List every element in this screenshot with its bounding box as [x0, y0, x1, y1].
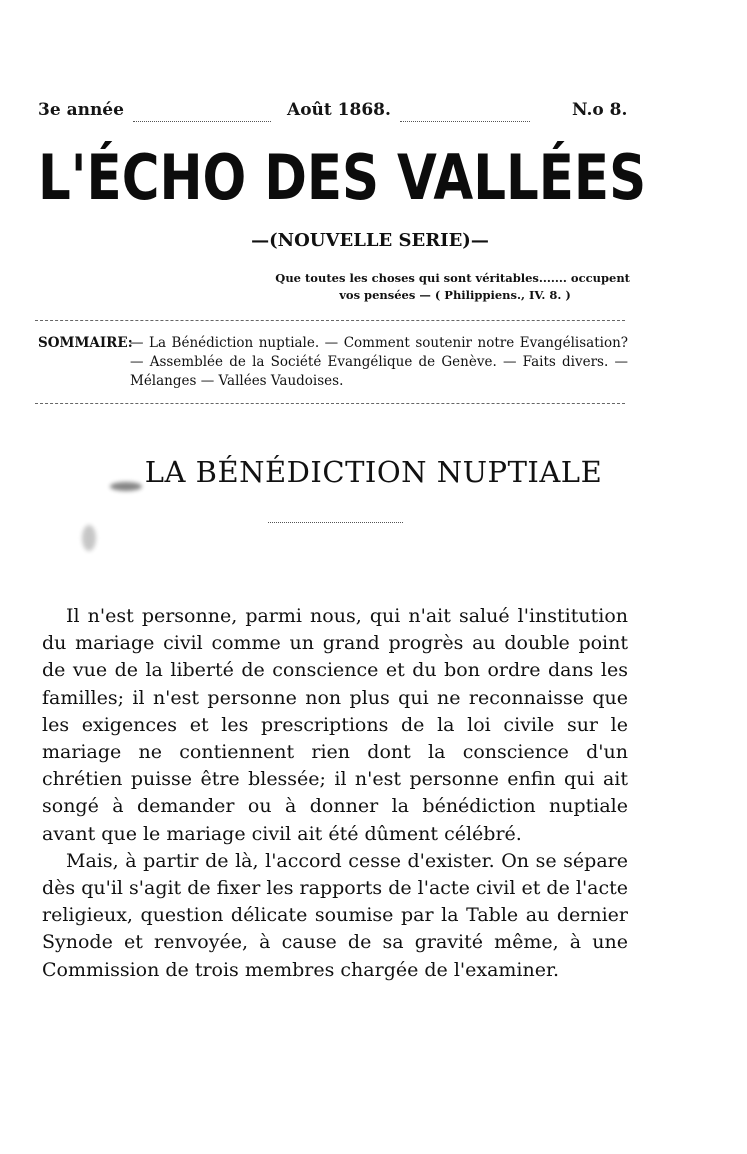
title-ornament: [268, 522, 403, 523]
bottom-divider: [35, 403, 625, 404]
top-divider: [35, 320, 625, 321]
epigraph-line-1: Que toutes les choses qui sont véritables....... occupent: [275, 271, 630, 285]
epigraph: [250, 270, 630, 304]
article-title: LA BÉNÉDICTION NUPTIALE: [144, 455, 603, 489]
ink-smudge: [82, 525, 96, 551]
epigraph-line-2: vos pensées — ( Philippiens., IV. 8. ): [339, 288, 571, 302]
header-ornament-right: [400, 118, 530, 122]
issue-number: N.o 8.: [572, 100, 628, 120]
sommaire-text: — La Bénédiction nuptiale. — Comment soutenir notre Evangélisation? — Assemblée de la Société Evangélique de Genève. — Faits divers. — Mélanges — Vallées Vaudoises.: [130, 335, 628, 389]
sommaire-block: [38, 334, 628, 391]
article-body: [42, 603, 628, 984]
series-subtitle: —(NOUVELLE SERIE)—: [251, 230, 489, 251]
header-ornament-left: [133, 118, 271, 122]
article-paragraph: Il n'est personne, parmi nous, qui n'ait salué l'institution du mariage civil comme un grand progrès au double point de vue de la liberté de conscience et du bon ordre dans les familles; il n'est personne non plus qui ne reconnaisse que les exigences et les prescriptions de la loi civile sur le mariage ne contiennent rien dont la conscience d'un chrétien puisse être blessée; il n'est personne enfin qui ait songé à demander ou à donner la bénédiction nuptiale avant que le mariage civil ait été dûment célébré.: [42, 605, 628, 845]
article-paragraph: Mais, à partir de là, l'accord cesse d'exister. On se sépare dès qu'il s'agit de fixer les rapports de l'acte civil et de l'acte religieux, question délicate soumise par la Table au dernier Synode et renvoyée, à cause de sa gravité même, à une Commission de trois membres chargée de l'examiner.: [42, 849, 629, 981]
issue-date: Août 1868.: [287, 100, 391, 120]
ink-smudge: [110, 482, 142, 491]
year-label: 3e année: [38, 100, 124, 120]
sommaire-label: SOMMAIRE:: [38, 335, 133, 351]
masthead-title: L'ÉCHO DES VALLÉES: [38, 141, 647, 214]
